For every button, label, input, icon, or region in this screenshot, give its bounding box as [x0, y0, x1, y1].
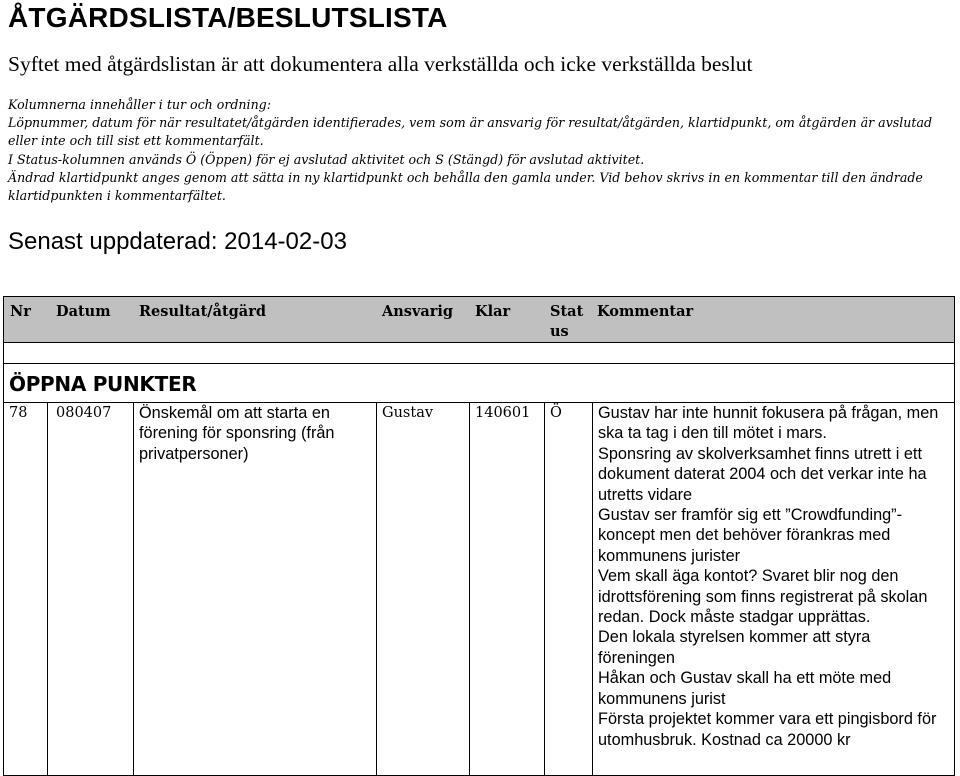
header-kommentar: Kommentar [597, 303, 694, 320]
column-divider [592, 403, 593, 775]
table-header [3, 296, 955, 343]
column-divider [469, 403, 470, 775]
intro-line-date-change: Ändrad klartidpunkt anges genom att sätta in ny klartidpunkt och behålla den gamla under. Vid behov skrivs in en kommentar till den ändrade klartidpunkten i kommentarfältet. [8, 169, 923, 204]
intro-line-column-list: Löpnummer, datum för när resultatet/åtgärden identifierades, vem som är ansvarig för resultat/åtgärden, klartidpunkt, om åtgärden är avslutad eller inte och till sist ett kommentarfält. [8, 115, 933, 149]
header-klar: Klar [475, 303, 511, 320]
cell-status: Ö [550, 405, 562, 421]
section-open-items [3, 363, 955, 403]
cell-kommentar [598, 403, 950, 750]
intro-line-columns: Kolumnerna innehåller i tur och ordning: [8, 97, 271, 112]
cell-resultat: Önskemål om att starta en förening för sponsring (från privatpersoner) [139, 404, 335, 463]
comment-paragraph: Sponsring av skolverksamhet finns utrett i ett dokument daterat 2004 och det verkar inte ha utretts vidare [598, 444, 927, 504]
column-divider [133, 403, 134, 775]
document-title: ÅTGÄRDSLISTA/BESLUTSLISTA [8, 2, 448, 33]
table-spacer [3, 343, 955, 363]
header-status-part2: us [550, 323, 569, 340]
column-divider [47, 403, 48, 775]
comment-paragraph: Håkan och Gustav skall ha ett möte med kommunens jurist [598, 669, 892, 708]
comment-paragraph: Gustav ser framför sig ett ”Crowdfunding”-koncept men det behöver förankras med kommunens jurister [598, 506, 903, 565]
table-row [3, 402, 955, 776]
document-subtitle: Syftet med åtgärdslistan är att dokumentera alla verkställda och icke verkställda beslut [8, 52, 753, 76]
cell-datum: 080407 [56, 405, 112, 421]
column-divider [544, 403, 545, 775]
column-divider [376, 403, 377, 775]
last-updated: Senast uppdaterad: 2014-02-03 [8, 228, 347, 255]
comment-paragraph: Den lokala styrelsen kommer att styra föreningen [598, 628, 871, 667]
cell-ansvarig: Gustav [382, 405, 434, 421]
cell-nr: 78 [9, 405, 28, 421]
header-status-part1: Stat [550, 303, 584, 320]
cell-klar: 140601 [475, 405, 531, 421]
header-datum: Datum [56, 303, 111, 320]
comment-paragraph: Vem skall äga kontot? Svaret blir nog den idrottsförening som finns registrerat på skolan redan. Dock måste stadgar upprättas. [598, 567, 928, 627]
section-title: ÖPPNA PUNKTER [9, 372, 197, 396]
intro-line-status: I Status-kolumnen används Ö (Öppen) för ej avslutad aktivitet och S (Stängd) för avslutad aktivitet. [8, 151, 645, 167]
header-nr: Nr [10, 303, 31, 320]
header-ansvarig: Ansvarig [382, 303, 454, 320]
intro-text [8, 96, 953, 205]
header-status [550, 302, 583, 342]
comment-paragraph: Första projektet kommer vara ett pingisbord för utomhusbruk. Kostnad ca 20000 kr [598, 710, 937, 749]
header-resultat: Resultat/åtgärd [139, 303, 266, 320]
comment-paragraph: Gustav har inte hunnit fokusera på frågan, men ska ta tag i den till mötet i mars. [598, 404, 939, 443]
